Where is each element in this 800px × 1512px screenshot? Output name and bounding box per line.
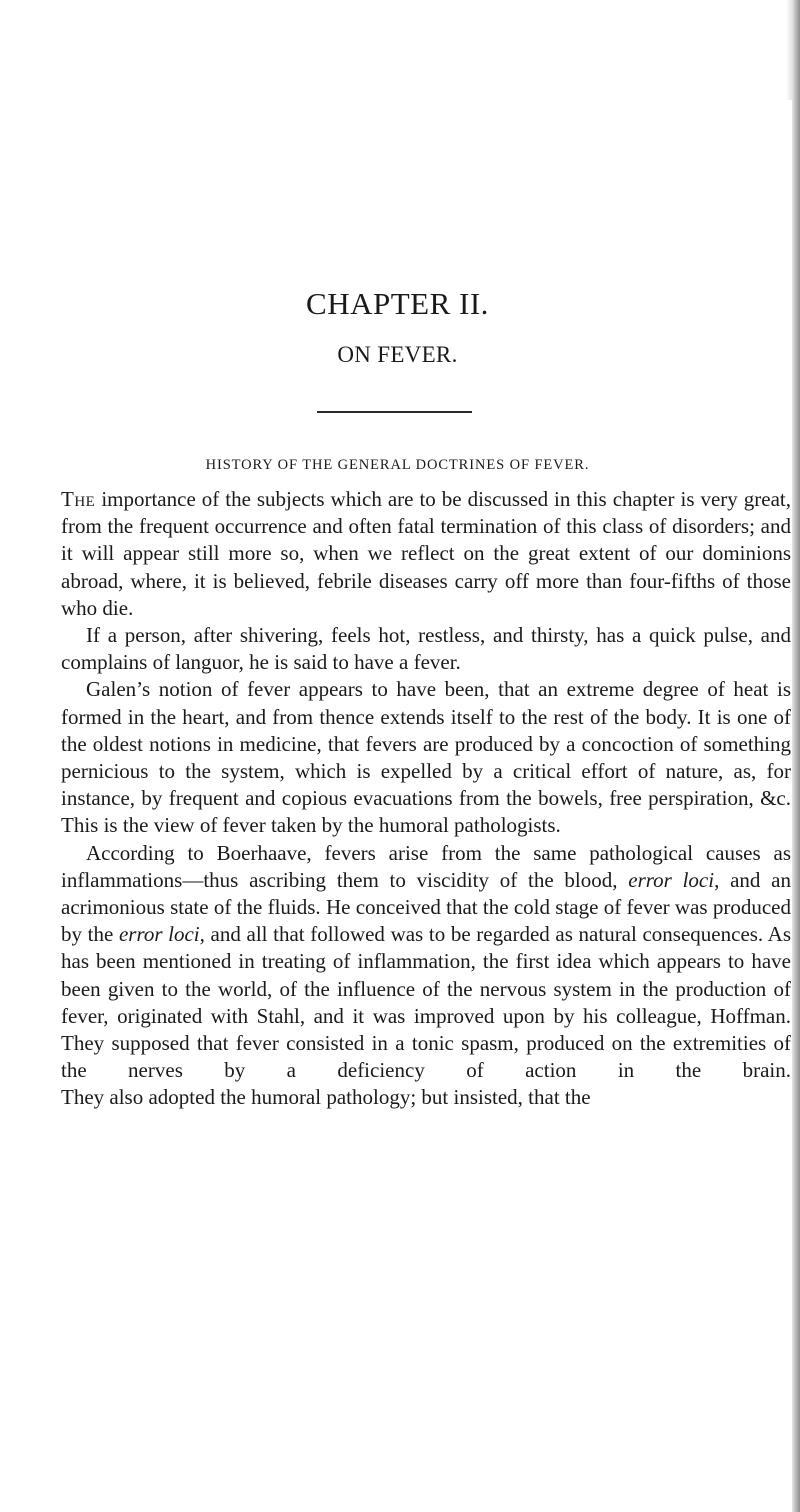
title-rule-divider xyxy=(317,411,472,413)
paragraph-4 xyxy=(61,840,791,1112)
chapter-subtitle: ON FEVER. xyxy=(337,342,458,367)
paragraph-3: Galen’s notion of fever appears to have been, that an extreme degree of heat is formed in the heart, and from thence extends itself to the rest of the body. It is one of the oldest notions in medicine, that fevers are produced by a concoction of something pernicious to the system, which is expelled by a critical effort of nature, as, for instance, by frequent and copious evacuations from the bowels, free perspiration, &c. This is the view of fever taken by the humoral pathologists. xyxy=(61,677,791,838)
page-edge-shadow xyxy=(792,0,800,1512)
chapter-title: CHAPTER II. xyxy=(306,286,489,321)
paragraph-4-text-c: , and an acrimonious state of the fluids. He conceived that the cold stage of fever was produced by the xyxy=(61,867,791,947)
paragraph-4-text-e: , and all that followed was to be regarded as natural consequences. As has been mentioned in treating of inflammation, the first idea which appears to have been given to the world, of the influence of the nervous system in the production of fever, originated with Stahl, and it was improved upon by his colleague, Hoffman. They supposed that fever consisted in a tonic spasm, produced on the extremities of the nerves by a deficiency of action in the brain. xyxy=(61,922,792,1083)
paragraph-4-italic-term-1: error loci xyxy=(628,867,715,892)
paragraph-2: If a person, after shivering, feels hot, restless, and thirsty, has a quick pulse, and complains of languor, he is said to have a fever. xyxy=(61,623,791,675)
paragraph-4-last-line: They also adopted the humoral pathology; but insisted, that the xyxy=(61,1085,591,1110)
section-heading: HISTORY OF THE GENERAL DOCTRINES OF FEVER. xyxy=(205,457,590,473)
paragraph-1 xyxy=(61,486,791,622)
paragraph-4-text-a: According to Boerhaave, fevers arise from the same pathological causes as inflammations—thus ascribing them to viscidity of the blood, xyxy=(61,840,791,892)
body-text xyxy=(61,486,791,1112)
paragraph-1-text: importance of the subjects which are to be discussed in this chapter is very great, from the frequent occurrence and often fatal termination of this class of disorders; and it will appear still more so, when we reflect on the great extent of our dominions abroad, where, it is believed, febrile diseases carry off more than four-fifths of those who die. xyxy=(61,487,791,620)
paragraph-1-lead-word: The xyxy=(61,487,96,511)
paragraph-4-italic-term-2: error loci xyxy=(118,922,200,947)
